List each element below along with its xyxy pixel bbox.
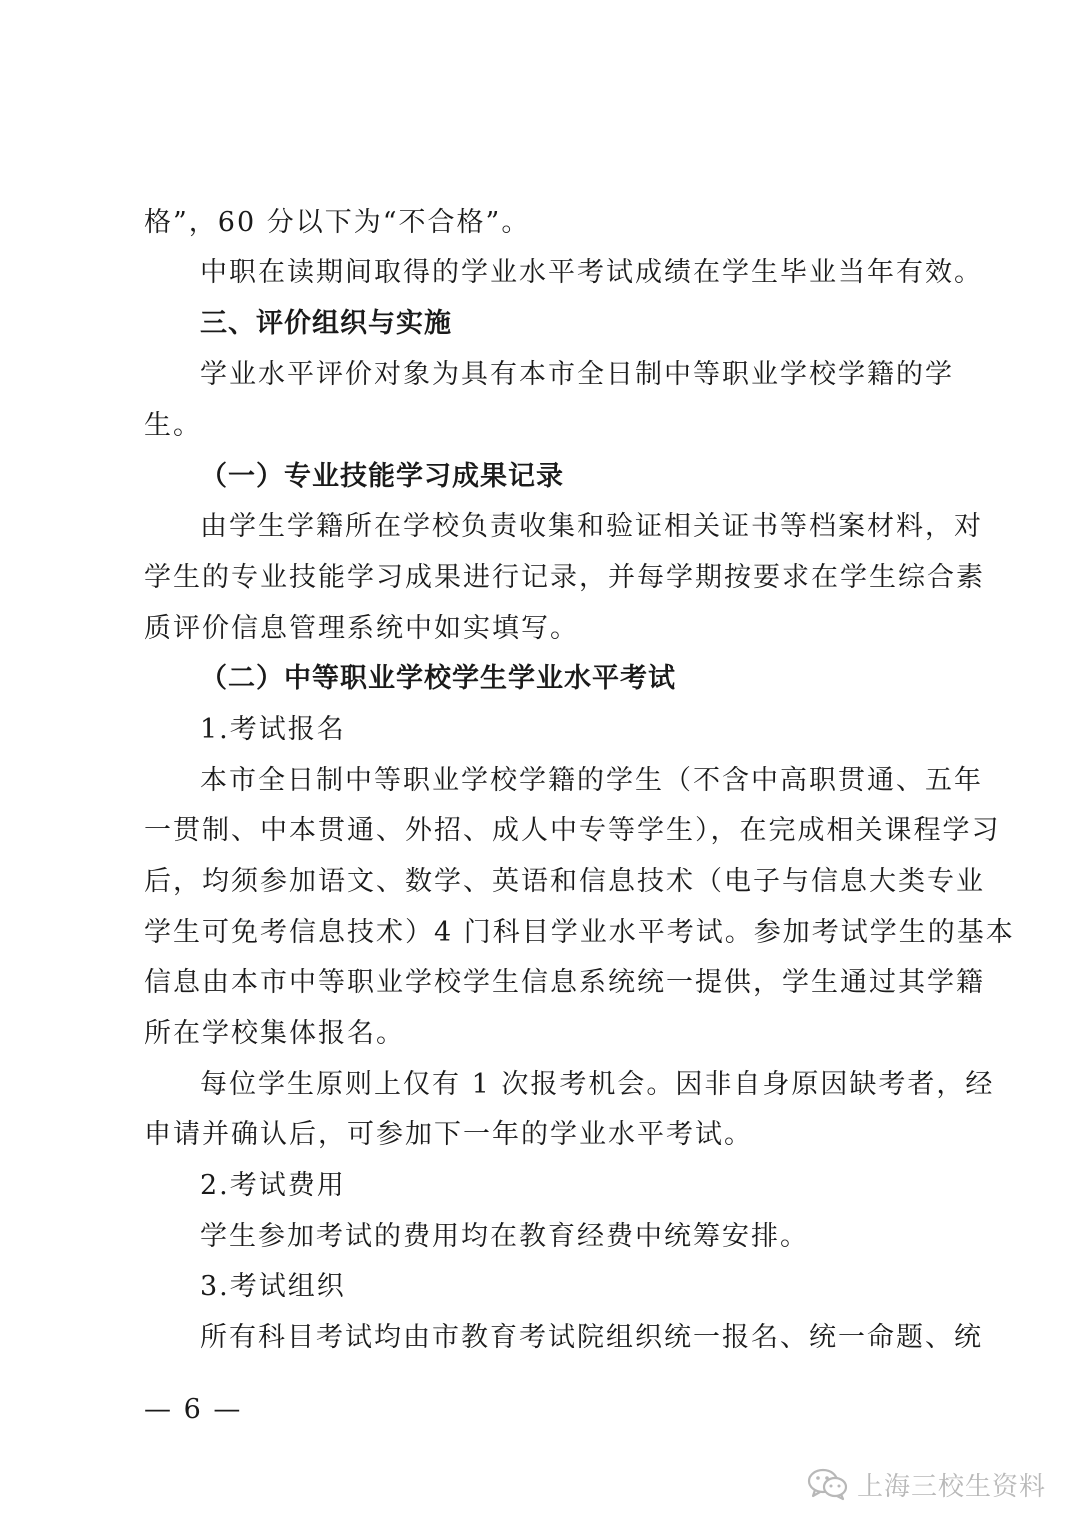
text-line: 申请并确认后，可参加下一年的学业水平考试。 (144, 1119, 753, 1150)
item-heading: 3.考试组织 (200, 1271, 346, 1302)
watermark-text: 上海三校生资料 (856, 1471, 1046, 1502)
subsection-heading: （一）专业技能学习成果记录 (200, 461, 564, 492)
text-line: 由学生学籍所在学校负责收集和验证相关证书等档案材料，对 (200, 511, 983, 542)
watermark (807, 1462, 1046, 1506)
text-line: 学生的专业技能学习成果进行记录，并每学期按要求在学生综合素 (144, 562, 985, 593)
text-line: 所在学校集体报名。 (144, 1018, 405, 1049)
item-heading: 1.考试报名 (200, 714, 346, 745)
text-line: 学业水平评价对象为具有本市全日制中等职业学校学籍的学 (200, 359, 954, 390)
wechat-icon (807, 1467, 849, 1501)
text-line: 格”，60 分以下为“不合格”。 (144, 207, 531, 238)
text-line: 生。 (144, 410, 202, 441)
text-line: 所有科目考试均由市教育考试院组织统一报名、统一命题、统 (200, 1322, 983, 1353)
item-heading: 2.考试费用 (200, 1170, 346, 1201)
section-heading: 三、评价组织与实施 (200, 308, 452, 339)
text-line: 后，均须参加语文、数学、英语和信息技术（电子与信息大类专业 (144, 866, 985, 897)
text-line: 质评价信息管理系统中如实填写。 (144, 613, 579, 644)
text-line: 学生参加考试的费用均在教育经费中统筹安排。 (200, 1221, 809, 1252)
text-line: 一贯制、中本贯通、外招、成人中专等学生），在完成相关课程学习 (144, 815, 1001, 846)
text-line: 信息由本市中等职业学校学生信息系统统一提供，学生通过其学籍 (144, 967, 985, 998)
text-line: 每位学生原则上仅有 1 次报考机会。因非自身原因缺考者，经 (200, 1069, 995, 1100)
page-number: — 6 — (144, 1394, 243, 1425)
subsection-heading: （二）中等职业学校学生学业水平考试 (200, 663, 676, 694)
text-line: 学生可免考信息技术）4 门科目学业水平考试。参加考试学生的基本 (144, 917, 1015, 948)
text-line: 本市全日制中等职业学校学籍的学生（不含中高职贯通、五年 (200, 765, 983, 796)
text-line: 中职在读期间取得的学业水平考试成绩在学生毕业当年有效。 (200, 257, 983, 288)
